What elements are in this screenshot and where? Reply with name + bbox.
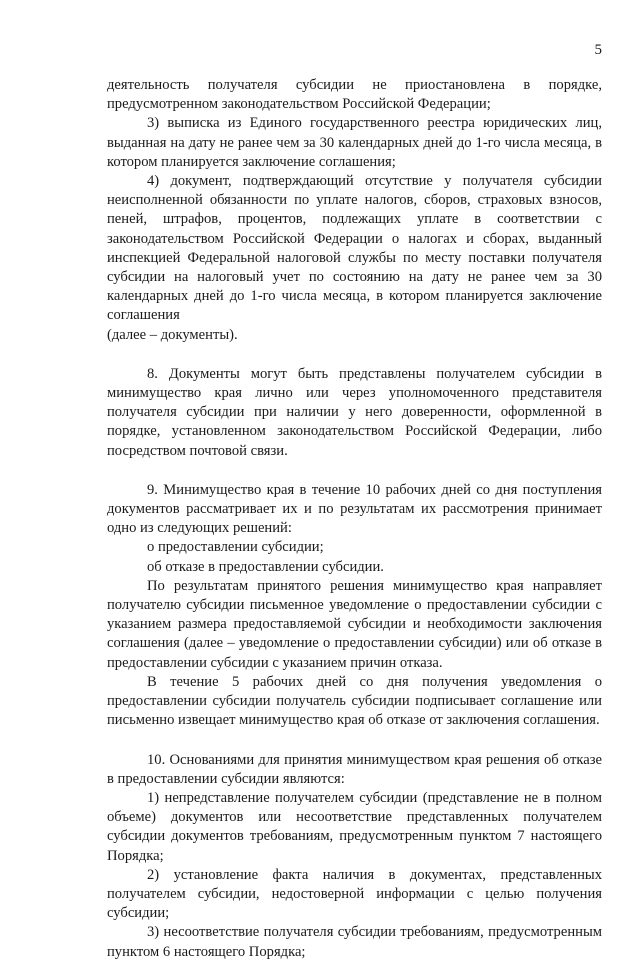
list-item-3: 3) выписка из Единого государственного реестра юридических лиц, выданная на дату не ранее чем за 30 календарных дней до 1-го числа месяца, в котором планируется заключение соглашения;: [107, 115, 602, 170]
refusal-ground-2: 2) установление факта наличия в документах, представленных получателем субсидии, недостоверной информации с целью получения субсидии;: [107, 866, 602, 922]
clause-9-notification: По результатам принятого решения минимущество края направляет получателю субсидии письменное уведомление о предоставлении субсидии с указанием размера предоставляемой субсидии и необходимости заключения соглашения (далее – уведомление о предоставлении субсидии) или об отказе в предоставлении субсидии с указанием причин отказа.: [107, 577, 602, 671]
clause-10: 10. Основаниями для принятия минимуществом края решения об отказе в предоставлении субсидии являются:: [107, 751, 602, 787]
documents-definition: (далее – документы).: [107, 326, 238, 343]
clause-9: 9. Минимущество края в течение 10 рабочих дней со дня поступления документов рассматривает их и по результатам их рассмотрения принимает одно из следующих решений:: [107, 481, 602, 537]
decision-refuse: об отказе в предоставлении субсидии.: [147, 558, 384, 575]
clause-8: 8. Документы могут быть представлены получателем субсидии в минимущество края лично или через уполномоченного представителя получателя субсидии при наличии у него доверенности, оформленной в порядке, установленном законодательством Российской Федерации, либо посредством почтовой связи.: [107, 365, 602, 459]
refusal-ground-1: 1) непредставление получателем субсидии (представление не в полном объеме) документов или несоответствие представленных получателем субсидии документов требованиям, предусмотренным пунктом 7 настоящего Порядка;: [107, 789, 602, 864]
refusal-ground-3: 3) несоответствие получателя субсидии требованиям, предусмотренным пунктом 6 настоящего Порядка;: [107, 924, 602, 960]
paragraph-continuation: деятельность получателя субсидии не приостановлена в порядке, предусмотренном законодательством Российской Федерации;: [107, 77, 602, 113]
list-item-4: 4) документ, подтверждающий отсутствие у получателя субсидии неисполненной обязанности по уплате налогов, сборов, страховых взносов, пеней, штрафов, процентов, подлежащих уплате в соответствии с законодательством Российской Федерации о налогах и сборах, выданный инспекцией Федеральной налоговой службы по месту поставки получателя субсидии на налоговый учет по состоянию на дату не ранее чем за 30 календарных дней до 1-го числа месяца, в котором планируется заключение соглашения: [107, 173, 602, 324]
document-body: [107, 76, 602, 962]
decision-grant: о предоставлении субсидии;: [147, 539, 324, 556]
page-number: 5: [594, 42, 602, 58]
clause-9-agreement: В течение 5 рабочих дней со дня получения уведомления о предоставлении субсидии получатель субсидии подписывает соглашение или письменно извещает минимущество края об отказе от заключения соглашения.: [107, 673, 602, 729]
